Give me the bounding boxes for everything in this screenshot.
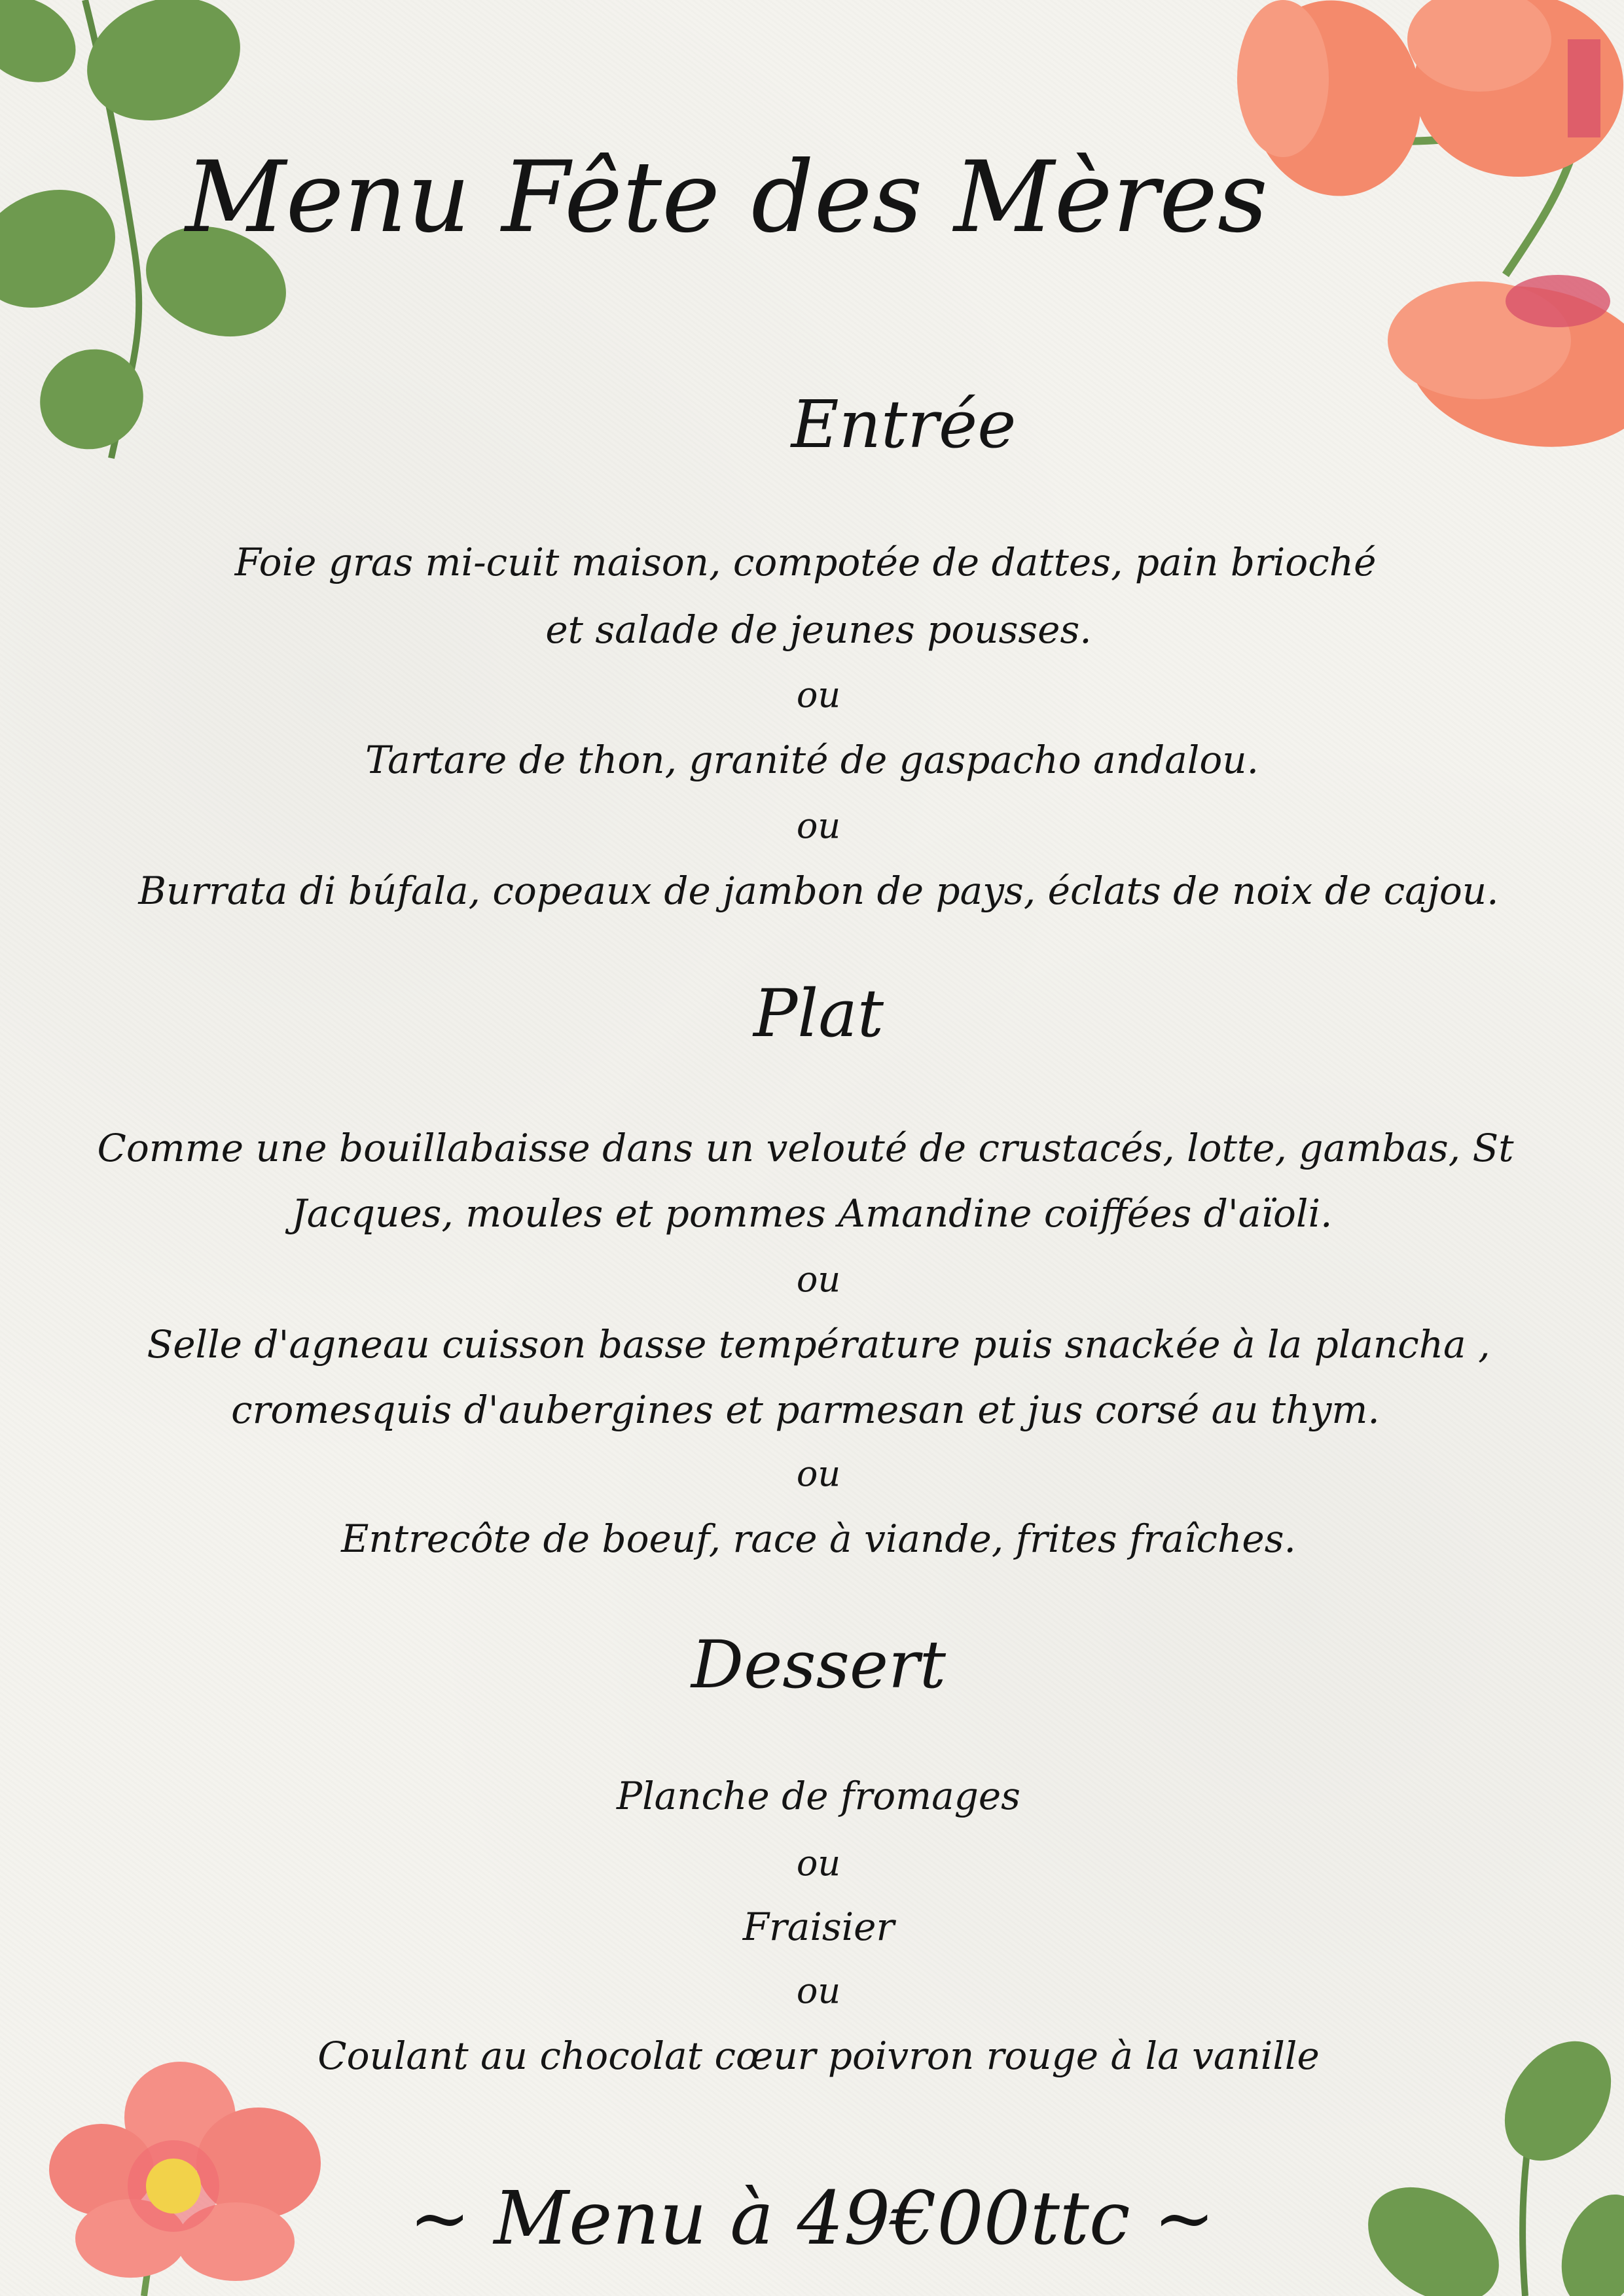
menu-price: ~ Menu à 49€00ttc ~ [408, 2176, 1216, 2261]
separator-ou: ou [796, 1842, 841, 1884]
menu-item-line: et salade de jeunes pousses. [545, 607, 1092, 652]
section-heading-plat: Plat [753, 975, 884, 1052]
menu-item-line: Planche de fromages [617, 1774, 1020, 1818]
separator-ou: ou [796, 1453, 841, 1494]
menu-item-line: cromesquis d'aubergines et parmesan et jus corsé au thym. [231, 1388, 1380, 1432]
section-heading-entree: Entrée [791, 386, 1017, 463]
menu-item-line: Tartare de thon, granité de gaspacho andalou. [365, 738, 1259, 782]
separator-ou: ou [796, 1970, 841, 2011]
separator-ou: ou [796, 805, 841, 846]
menu-item-line: Burrata di búfala, copeaux de jambon de pays, éclats de noix de cajou. [138, 869, 1499, 913]
separator-ou: ou [796, 1259, 841, 1300]
section-heading-dessert: Dessert [691, 1626, 947, 1703]
menu-item-line: Comme une bouillabaisse dans un velouté de crustacés, lotte, gambas, St [97, 1126, 1514, 1170]
menu-title: Menu Fête des Mères [185, 141, 1268, 255]
separator-ou: ou [796, 674, 841, 715]
menu-item-line: Fraisier [742, 1905, 895, 1949]
menu-item-line: Coulant au chocolat cœur poivron rouge à la vanille [317, 2034, 1320, 2078]
menu-item-line: Entrecôte de boeuf, race à viande, frites fraîches. [341, 1516, 1296, 1561]
menu-item-line: Selle d'agneau cuisson basse température puis snackée à la plancha , [147, 1322, 1490, 1367]
menu-item-line: Foie gras mi-cuit maison, compotée de dattes, pain brioché [234, 540, 1377, 584]
menu-item-line: Jacques, moules et pommes Amandine coiffées d'aïoli. [291, 1191, 1333, 1236]
